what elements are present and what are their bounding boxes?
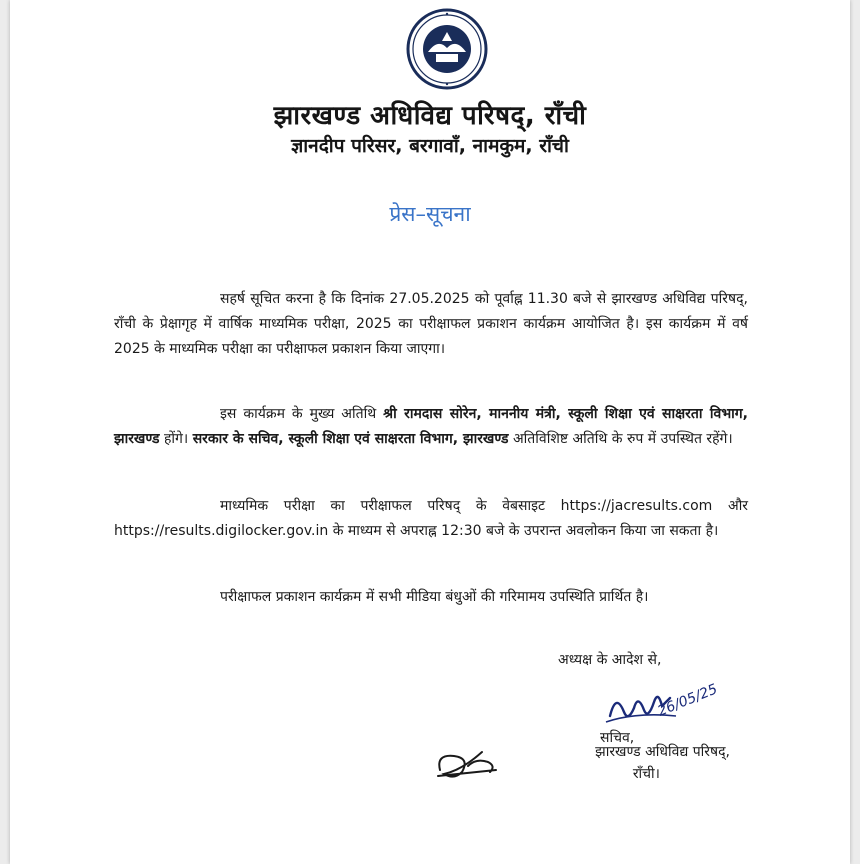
paragraph-text: इस कार्यक्रम के मुख्य अतिथि <box>220 406 384 422</box>
paragraph-text: होंगे। <box>159 431 193 447</box>
special-guest: सरकार के सचिव, स्कूली शिक्षा एवं साक्षरता विभाग, झारखण्ड <box>192 431 509 447</box>
paragraph-text: अतिविशिष्ट अतिथि के रुप में उपस्थित रहेंगे। <box>508 431 733 447</box>
organization-address: ज्ञानदीप परिसर, बरगावाँ, नामकुम, राँची <box>291 135 569 157</box>
paragraph-text: माध्यमिक परीक्षा का परीक्षाफल परिषद् के वेबसाइट https://jacresults.com और https://results.digilocker.gov.in के माध्यम से अपराह्न 12:30 बजे के उपरान्त अवलोकन किया जा सकता है। <box>114 498 748 539</box>
document-title: प्रेस–सूचना <box>389 202 471 226</box>
svg-text:26/05/25: 26/05/25 <box>655 681 720 720</box>
paragraph-text: सहर्ष सूचित करना है कि दिनांक 27.05.2025 को पूर्वाह्न 11.30 बजे से झारखण्ड अधिविद्य परिषद्, राँची के प्रेक्षागृह में वार्षिक माध्यमिक परीक्षा, 2025 का परीक्षाफल प्रकाशन कार्यक्रम आयोजित है। इस कार्यक्रम में वर्ष 2025 के माध्यमिक परीक्षा का परीक्षाफल प्रकाशन किया जाएगा। <box>114 291 748 357</box>
paragraph-announcement <box>114 287 748 362</box>
paragraph-guests <box>114 402 748 452</box>
signatory-office: झारखण्ड अधिविद्य परिषद्, <box>595 744 730 760</box>
organization-name: झारखण्ड अधिविद्य परिषद्, राँची <box>273 101 587 131</box>
order-line: अध्यक्ष के आदेश से, <box>558 652 662 668</box>
board-emblem-logo <box>406 8 488 90</box>
handwritten-signature <box>596 672 726 734</box>
paragraph-invitation <box>114 585 748 610</box>
signatory-city: राँची। <box>632 766 660 782</box>
handwritten-initials <box>432 740 502 784</box>
chief-guest: श्री रामदास सोरेन, माननीय मंत्री, स्कूली शिक्षा एवं साक्षरता विभाग, झारखण्ड <box>114 406 748 447</box>
signatory-designation: सचिव, <box>600 730 635 746</box>
paragraph-websites <box>114 494 748 544</box>
paragraph-text: परीक्षाफल प्रकाशन कार्यक्रम में सभी मीडिया बंधुओं की गरिमामय उपस्थिति प्रार्थित है। <box>220 589 649 605</box>
